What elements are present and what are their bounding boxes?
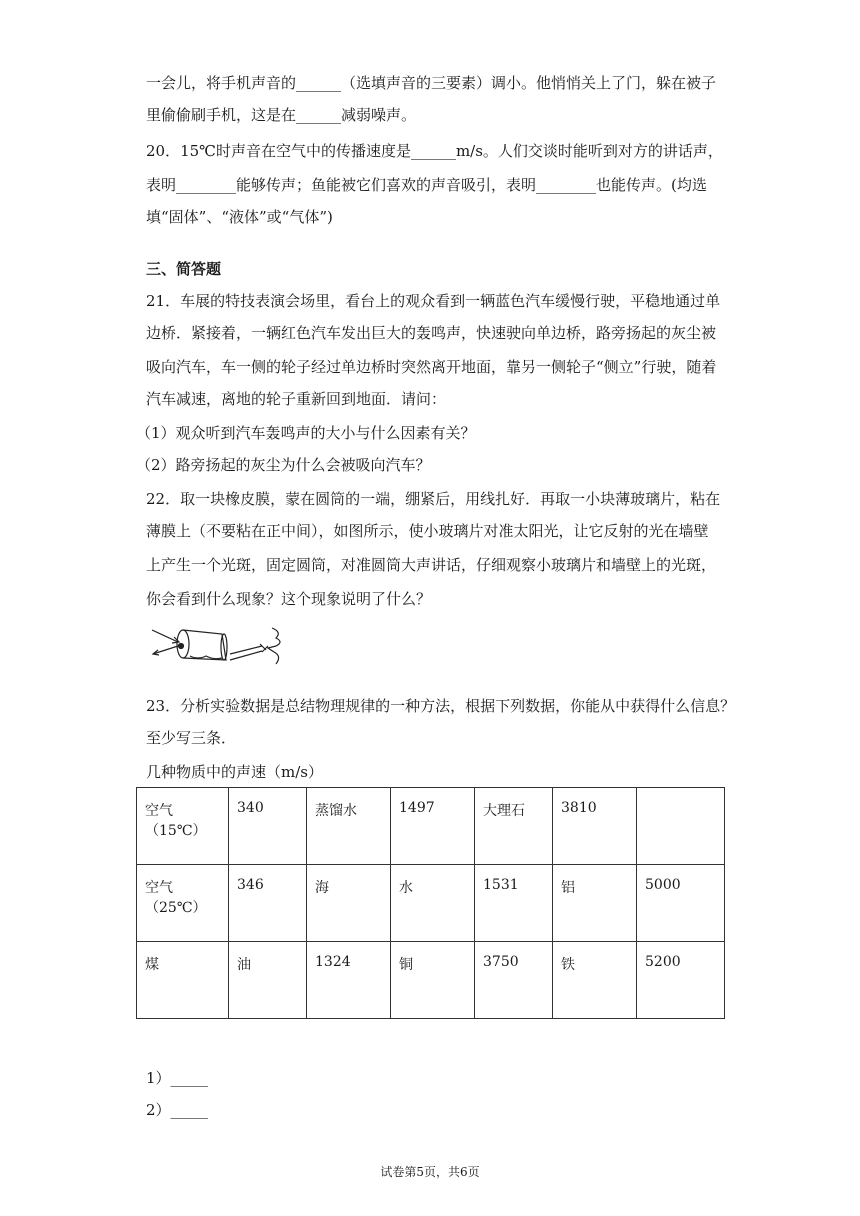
table-cell: 5000 [637,865,725,942]
table-row [137,788,725,865]
table-cell: 蒸馏水 [307,788,391,865]
table-cell: 铁 [553,942,637,1019]
table-row [137,865,725,942]
table-cell: 水 [391,865,475,942]
text-line: 边桥．紧接着，一辆红色汽车发出巨大的轰鸣声，快速驶向单边桥，路旁扬起的灰尘被 [146,324,717,342]
question-22: 22．取一块橡皮膜，蒙在圆筒的一端，绷紧后，用线扎好．再取一小块薄玻璃片，粘在 [146,490,721,508]
table-cell: 3750 [475,942,553,1019]
table-cell: 1497 [391,788,475,865]
text-line: 上产生一个光斑，固定圆筒，对准圆筒大声讲话，仔细观察小玻璃片和墙壁上的光斑， [146,556,717,574]
drum-diagram [150,624,290,670]
text-line: 一会儿，将手机声音的______（选填声音的三要素）调小。他悄悄关上了门，躲在被子 [146,74,717,92]
question-21: 21．车展的特技表演会场里，看台上的观众看到一辆蓝色汽车缓慢行驶，平稳地通过单 [146,292,721,310]
table-row [137,942,725,1019]
table-cell: 铜 [391,942,475,1019]
text-line: 至少写三条． [146,729,237,747]
text-line: 表明________能够传声；鱼能被它们喜欢的声音吸引，表明________也能传声。(均选 [146,176,707,194]
table-cell: 1531 [475,865,553,942]
answer-line[interactable]: 1）_____ [146,1069,209,1087]
table-cell: 346 [229,865,307,942]
page-footer: 试卷第5页，共6页 [380,1165,480,1179]
text-line: 汽车减速，离地的轮子重新回到地面．请问： [146,390,447,408]
table-cell: 油 [229,942,307,1019]
sound-speed-table [136,787,725,1019]
table-cell: 空气（25℃） [137,865,229,942]
table-cell: 340 [229,788,307,865]
sub-question: （2）路旁扬起的灰尘为什么会被吸向汽车？ [136,456,431,474]
section-heading: 三、简答题 [146,260,222,278]
text-line: 薄膜上（不要粘在正中间），如图所示，使小玻璃片对准太阳光，让它反射的光在墙壁 [146,522,709,540]
table-cell: 铝 [553,865,637,942]
text-line: 里偷偷刷手机，这是在______减弱噪声。 [146,106,417,124]
question-23: 23．分析实验数据是总结物理规律的一种方法，根据下列数据，你能从中获得什么信息？ [146,697,736,715]
text-line: 吸向汽车，车一侧的轮子经过单边桥时突然离开地面，靠另一侧轮子“侧立”行驶，随着 [146,358,717,376]
table-cell [637,788,725,865]
table-cell: 煤 [137,942,229,1019]
text-line: 填“固体”、“液体”或“气体”) [146,208,333,226]
answer-line[interactable]: 2）_____ [146,1101,209,1119]
table-cell: 海 [307,865,391,942]
table-caption: 几种物质中的声速（m/s） [146,763,323,781]
table-cell: 空气（15℃） [137,788,229,865]
table-cell: 5200 [637,942,725,1019]
table-cell: 1324 [307,942,391,1019]
table-cell: 3810 [553,788,637,865]
table-cell: 大理石 [475,788,553,865]
reflected-ray [153,646,178,654]
sub-question: （1）观众听到汽车轰鸣声的大小与什么因素有关？ [136,424,476,442]
light-ray [152,630,178,642]
text-line: 你会看到什么现象？这个现象说明了什么？ [146,590,432,608]
speaker-face [268,628,280,664]
question-20: 20．15℃时声音在空气中的传播速度是______m/s。人们交谈时能听到对方的讲话声， [146,142,723,160]
